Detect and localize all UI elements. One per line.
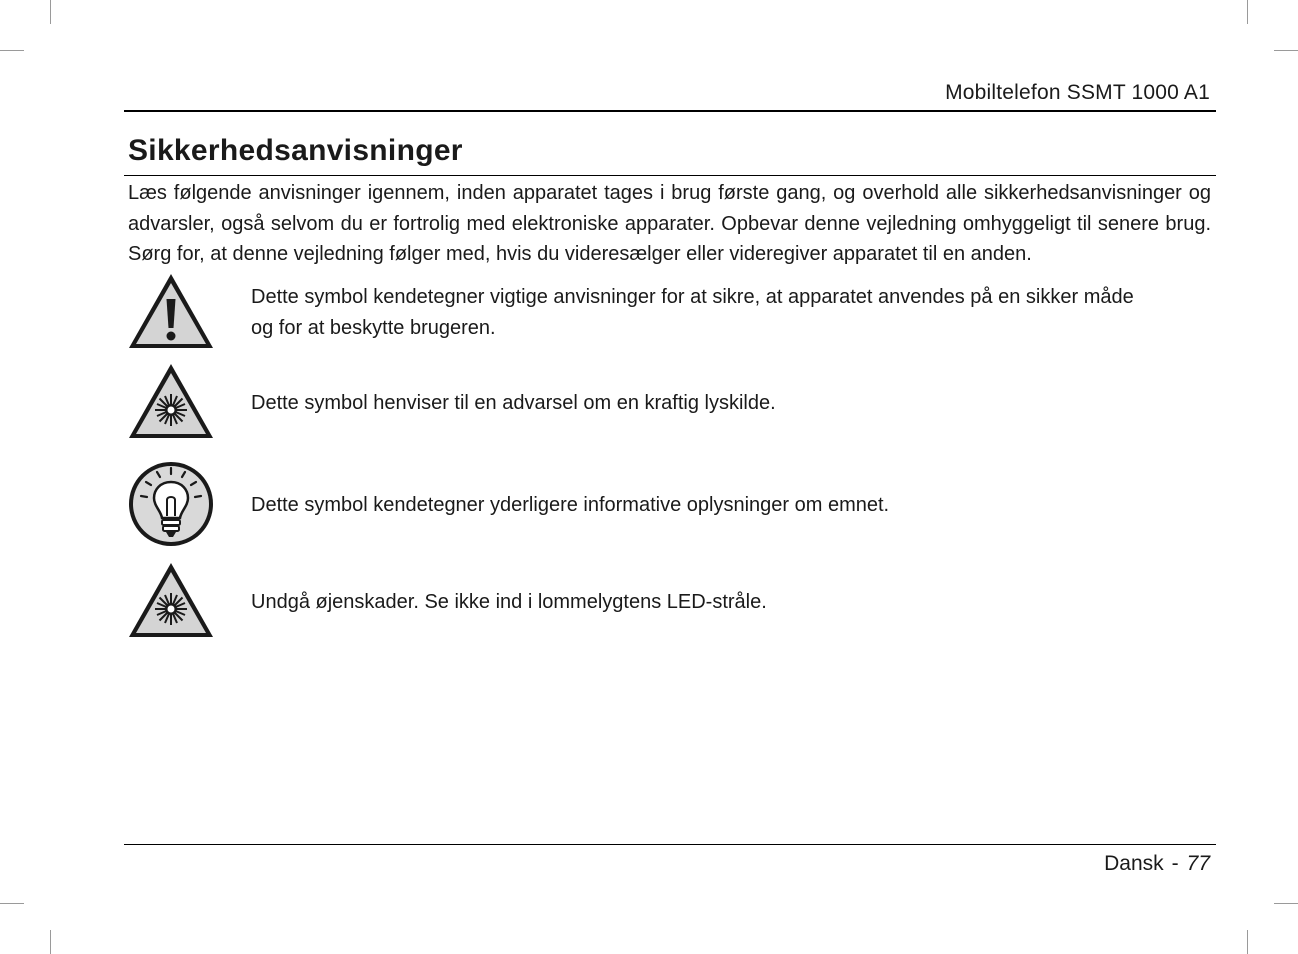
- symbol-description-line: Dette symbol kendetegner vigtige anvisninger for at sikre, at apparatet anvendes på en sikker måde: [251, 286, 1134, 308]
- intro-paragraph: Læs følgende anvisninger igennem, inden apparatet tages i brug første gang, og overhold alle sikkerhedsanvisninger og advarsler, også selvom du er fortrolig med elektroniske apparater. Opbevar denne vejledning omhyggeligt til senere brug. Sørg for, at denne vejledning følger med, hvis du videresælger eller videregiver apparatet til en anden.: [128, 182, 1211, 265]
- crop-mark: [1247, 0, 1248, 24]
- crop-mark: [1274, 50, 1298, 51]
- lightbulb-info-icon: [127, 460, 215, 548]
- symbol-description: Dette symbol henviser til en advarsel om en kraftig lyskilde.: [251, 392, 776, 414]
- light-warning-icon: [127, 561, 215, 639]
- crop-mark: [50, 930, 51, 954]
- title-rule: [124, 175, 1216, 176]
- header-rule: [124, 110, 1216, 112]
- symbol-description-line: og for at beskytte brugeren.: [251, 316, 496, 339]
- footer-rule: [124, 844, 1216, 845]
- light-warning-icon: [127, 362, 215, 440]
- crop-mark: [50, 0, 51, 24]
- footer-separator: -: [1171, 852, 1179, 875]
- crop-mark: [1247, 930, 1248, 954]
- page-number: 77: [1186, 852, 1210, 875]
- symbol-description: [251, 282, 1191, 343]
- crop-mark: [0, 50, 24, 51]
- symbol-description: Dette symbol kendetegner yderligere informative oplysninger om emnet.: [251, 494, 890, 516]
- footer-language: Dansk: [1104, 852, 1164, 875]
- crop-mark: [1274, 903, 1298, 904]
- running-header: Mobiltelefon SSMT 1000 A1: [945, 81, 1210, 104]
- crop-mark: [0, 903, 24, 904]
- page-footer: [1104, 852, 1210, 876]
- page-title: Sikkerhedsanvisninger: [128, 134, 463, 167]
- warning-exclamation-icon: [127, 272, 215, 350]
- symbol-description: Undgå øjenskader. Se ikke ind i lommelygtens LED-stråle.: [251, 591, 767, 613]
